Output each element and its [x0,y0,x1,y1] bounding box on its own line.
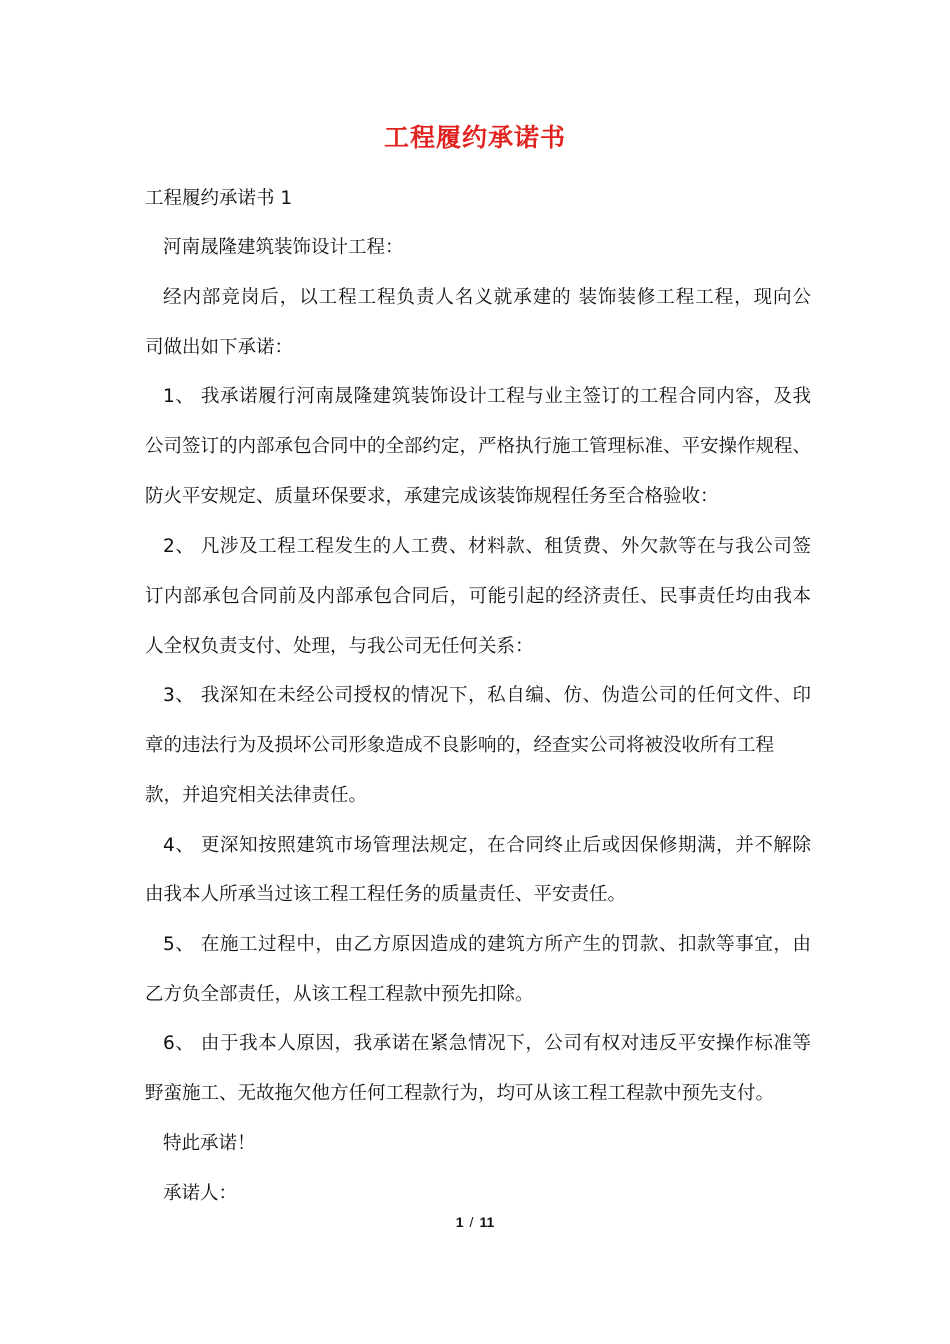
clause-5-line: 5、 在施工过程中，由乙方原因造成的建筑方所产生的罚款、扣款等事宜，由 [163,934,811,955]
clause-6-line: 野蛮施工、无故拖欠他方任何工程款行为，均可从该工程工程款中预先支付。 [145,1083,775,1104]
paragraph-line: 司做出如下承诺： [145,337,294,358]
section-heading: 工程履约承诺书 1 [145,188,293,209]
signatory-line: 承诺人： [163,1183,238,1204]
page-number [0,1214,950,1230]
clause-1-line: 防火平安规定、质量环保要求，承建完成该装饰规程任务至合格验收： [145,486,719,507]
current-page-number: 1 [455,1214,464,1230]
clause-5-line: 乙方负全部责任，从该工程工程款中预先扣除。 [145,984,534,1005]
clause-2-line: 2、 凡涉及工程工程发生的人工费、材料款、租赁费、外欠款等在与我公司签 [163,536,811,557]
paragraph-line: 经内部竞岗后，以工程工程负责人名义就承建的 装饰装修工程工程，现向公 [163,287,811,308]
clause-3-line: 款，并追究相关法律责任。 [145,785,368,806]
clause-6-line: 6、 由于我本人原因，我承诺在紧急情况下，公司有权对违反平安操作标准等 [163,1033,811,1054]
addressee-line: 河南晟隆建筑装饰设计工程： [163,237,404,258]
clause-4-line: 由我本人所承当过该工程工程任务的质量责任、平安责任。 [145,884,627,905]
clause-4-line: 4、 更深知按照建筑市场管理法规定，在合同终止后或因保修期满，并不解除 [163,835,811,856]
clause-1-line: 公司签订的内部承包合同中的全部约定，严格执行施工管理标准、平安操作规程、 [145,436,812,457]
total-page-count: 11 [479,1214,495,1230]
clause-3-line: 3、 我深知在未经公司授权的情况下，私自编、仿、伪造公司的任何文件、印 [163,685,811,706]
clause-2-line: 人全权负责支付、处理，与我公司无任何关系： [145,636,534,657]
closing-line: 特此承诺！ [163,1133,256,1154]
page-separator: / [469,1214,474,1230]
clause-1-line: 1、 我承诺履行河南晟隆建筑装饰设计工程与业主签订的工程合同内容，及我 [163,386,811,407]
clause-3-line: 章的违法行为及损坏公司形象造成不良影响的，经查实公司将被没收所有工程 [145,735,775,756]
document-title: 工程履约承诺书 [383,123,566,152]
clause-2-line: 订内部承包合同前及内部承包合同后，可能引起的经济责任、民事责任均由我本 [145,586,811,607]
